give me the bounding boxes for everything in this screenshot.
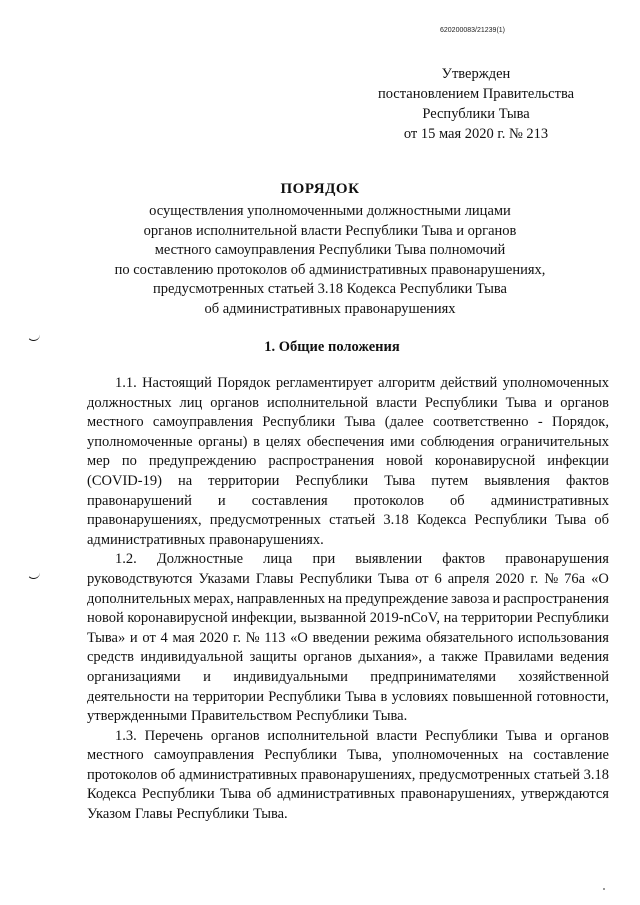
scan-speck [603,888,605,890]
approval-line: Утвержден [441,66,511,82]
paragraph-line: правонарушений и составления протоколов об административных [87,492,609,509]
subtitle-line: местного самоуправления Республики Тыва полномочий [154,242,506,258]
paragraph-line: (COVID-19) на территории Республики Тыва путем выявления фактов [87,472,609,489]
document-subtitle [60,202,600,319]
paragraph-line: средств индивидуальной защиты органов дыхания», а также Правилами ведения [87,649,609,666]
paragraph-line: 1.1. Настоящий Порядок регламентирует алгоритм действий уполномоченных [115,375,609,391]
paragraph-line: должностных лиц органов исполнительной власти Республики Тыва и органов [87,394,609,411]
document-reference-code: 620200083/21239(1) [440,27,506,34]
approval-block [360,64,592,144]
document-body [87,374,609,825]
paragraph-line: мер по предупреждению распространения новой коронавирусной инфекции [87,453,609,470]
paragraph-line: новой коронавирусной инфекции, вызванной 2019-nCoV, на территории Республики [87,610,609,627]
paragraph-line: дополнительных мерах, направленных на предупреждение завоза и распространения [87,590,609,607]
paragraph-line: Кодекса Республики Тыва об административных правонарушениях, утверждаются [87,786,609,803]
paragraph-line: правонарушениях, предусмотренных статьей 3.18 Кодекса Республики Тыва об [87,512,609,529]
section-heading: 1. Общие положения [264,339,400,355]
paragraph-line: организациями и индивидуальными предпринимателями хозяйственной [87,668,609,685]
paragraph [87,374,609,550]
paragraph-line: утвержденными Правительством Республики Тыва. [87,708,408,725]
paragraph-line: местного самоуправления Республики Тыва, уполномоченных на составление [87,747,609,764]
paragraph-line: Тыва» и от 4 мая 2020 г. № 113 «О введении режима обязательного использования [87,629,609,646]
paragraph-line: протоколов об административных правонарушениях, предусмотренных статьей 3.18 [87,766,609,783]
subtitle-line: осуществления уполномоченными должностными лицами [149,203,511,219]
paragraph-line: 1.2. Должностные лица при выявлении фактов правонарушения [115,551,609,568]
document-title: ПОРЯДОК [280,181,360,197]
paragraph-line: Указом Главы Республики Тыва. [87,806,288,823]
subtitle-line: предусмотренных статьей 3.18 Кодекса Республики Тыва [153,281,507,297]
paragraph-line: административных правонарушениях. [87,531,324,548]
paragraph [87,550,609,726]
paragraph-line: уполномоченные органы) в целях обеспечения ими соблюдения ограничительных [87,433,609,450]
approval-line: Республики Тыва [422,106,530,122]
subtitle-line: органов исполнительной власти Республики Тыва и органов [143,222,517,239]
subtitle-line: об административных правонарушениях [204,300,456,317]
paragraph-line: деятельности на территории Республики Тыва в условиях повышенной готовности, [87,688,609,705]
approval-line: от 15 мая 2020 г. № 213 [403,126,549,142]
paragraph-line: 1.3. Перечень органов исполнительной власти Республики Тыва и органов [115,727,609,744]
paragraph-line: руководствуются Указами Главы Республики Тыва от 6 апреля 2020 г. № 76а «О [87,570,609,587]
hole-punch-mark [27,571,40,579]
paragraph-line: местного самоуправления Республики Тыва (далее соответственно - Порядок, [87,414,609,431]
paragraph [87,727,609,825]
subtitle-line: по составлению протоколов об административных правонарушениях, [114,261,546,278]
approval-line: постановлением Правительства [377,86,575,102]
